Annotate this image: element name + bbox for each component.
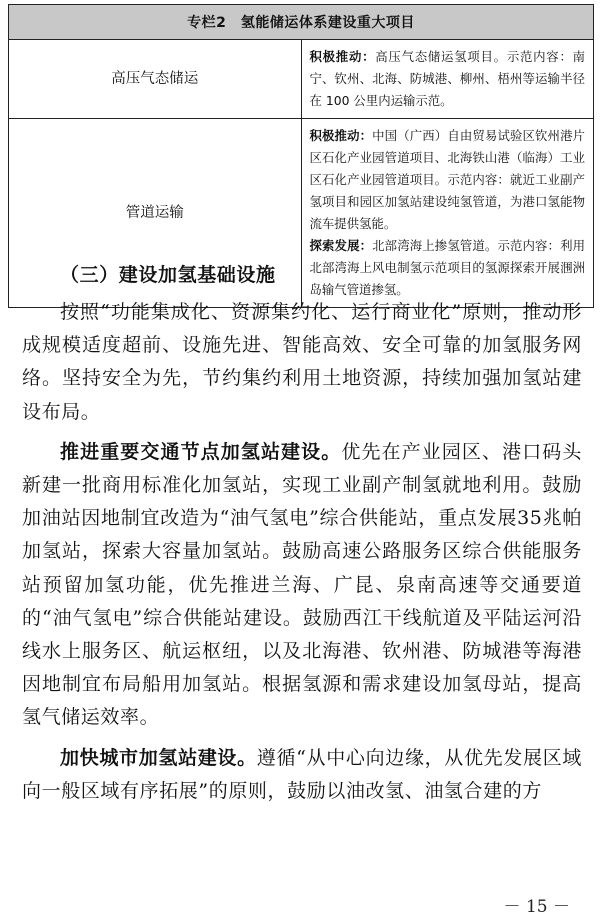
row-description <box>301 40 594 119</box>
item-keyword: 探索发展： <box>309 238 373 253</box>
item-keyword: 积极推动： <box>309 128 373 143</box>
paragraph <box>22 296 582 429</box>
paragraph <box>22 742 582 808</box>
row-category: 高压气态储运 <box>9 40 302 119</box>
table-row <box>9 40 594 119</box>
paragraph <box>22 436 582 735</box>
row-item <box>310 125 586 235</box>
item-text: 中国（广西）自由贸易试验区钦州港片区石化产业园管道项目、北海铁山港（临海）工业区石化产业园管道项目。示范内容：就近工业副产氢项目和园区加氢站建设纯氢管道，为港口氢能物流车提供氢能。 <box>309 128 586 231</box>
paragraph-lead: 推进重要交通节点加氢站建设。 <box>60 440 342 463</box>
paragraph-text: 按照“功能集成化、资源集约化、运行商业化”原则，推动形成规模适度超前、设施先进、智能高效、安全可靠的加氢服务网络。坚持安全为先，节约集约利用土地资源，持续加强加氢站建设布局。 <box>22 301 582 423</box>
paragraph-lead: 加快城市加氢站建设。 <box>60 746 257 769</box>
box-title: 专栏2 氢能储运体系建设重大项目 <box>9 5 594 40</box>
section-heading: （三）建设加氢基础设施 <box>60 264 276 286</box>
row-item <box>310 46 586 112</box>
row-category: 管道运输 <box>9 119 302 308</box>
item-text: 北部湾海上掺氢管道。示范内容：利用北部湾海上风电制氢示范项目的氢源探索开展涠洲岛输气管道掺氢。 <box>309 238 586 297</box>
body-section <box>22 258 582 815</box>
item-keyword: 积极推动： <box>309 49 376 64</box>
paragraph-text: 遵循“从中心向边缘，从优先发展区域向一般区域有序拓展”的原则，鼓励以油改氢、油氢合建的方 <box>22 746 582 802</box>
page-number: － 15 － <box>503 897 570 917</box>
item-text: 高压气态储运氢项目。示范内容：南宁、钦州、北海、防城港、柳州、梧州等运输半径在 100 公里内运输示范。 <box>309 49 586 108</box>
paragraph-text: 优先在产业园区、港口码头新建一批商用标准化加氢站，实现工业副产制氢就地利用。鼓励加油站因地制宜改造为“油气氢电”综合供能站，重点发展35兆帕加氢站，探索大容量加氢站。鼓励高速公路服务区综合供能服务站预留加氢功能，优先推进兰海、广昆、泉南高速等交通要道的“油气氢电”综合供能站建设。鼓励西江干线航道及平陆运河沿线水上服务区、航运枢纽，以及北海港、钦州港、防城港等海港因地制宜布局船用加氢站。根据氢源和需求建设加氢母站，提高氢气储运效率。 <box>22 440 582 729</box>
